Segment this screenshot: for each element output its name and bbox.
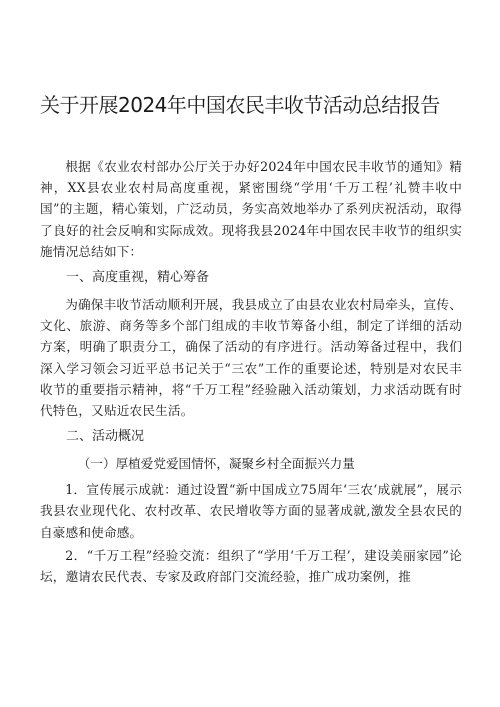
item-1-paragraph: 1．宣传展示成就：通过设置“新中国成立75周年‘三农‘成就展”，展示我县农业现代化、农村改革、农民增收等方面的显著成就,激发全县农民的自豪感和使命感。 xyxy=(40,482,462,540)
intro-paragraph: 根据《农业农村部办公厅关于办好2024年中国农民丰收节的通知》精神，XX县农业农村局高度重视，紧密围绕“学用‘千万工程’礼赞丰收中国”的主题，精心策划，广泛动员，务实高效地举办了系列庆祝活动，取得了良好的社会反响和实际成效。现将我县2024年中国农民丰收节的组织实施情况总结如下： xyxy=(40,159,462,259)
section-1-heading: 一、高度重视，精心筹备 xyxy=(66,270,210,286)
section-1-body: 为确保丰收节活动顺利开展，我县成立了由县农业农村局牵头，宣传、文化、旅游、商务等多个部门组成的丰收节筹备小组，制定了详细的活动方案，明确了职责分工，确保了活动的有序进行。活动筹备过程中，我们深入学习领会习近平总书记关于“三农”工作的重要论述，特别是对农民丰收节的重要指示精神，将“千万工程”经验融入活动策划，力求活动既有时代特色，又贴近农民生活。 xyxy=(40,297,462,419)
section-2-heading: 二、活动概况 xyxy=(66,429,145,445)
item-2-paragraph: 2．“千万工程”经验交流：组织了“学用‘千万工程’，建设美丽家园”论坛，邀请农民代表、专家及政府部门交流经验，推广成功案例，推 xyxy=(40,547,462,585)
document-title: 关于开展2024年中国农民丰收节活动总结报告 xyxy=(40,93,440,117)
section-2-subheading-1: （一）厚植爱党爱国情怀，凝聚乡村全面振兴力量 xyxy=(77,456,355,472)
